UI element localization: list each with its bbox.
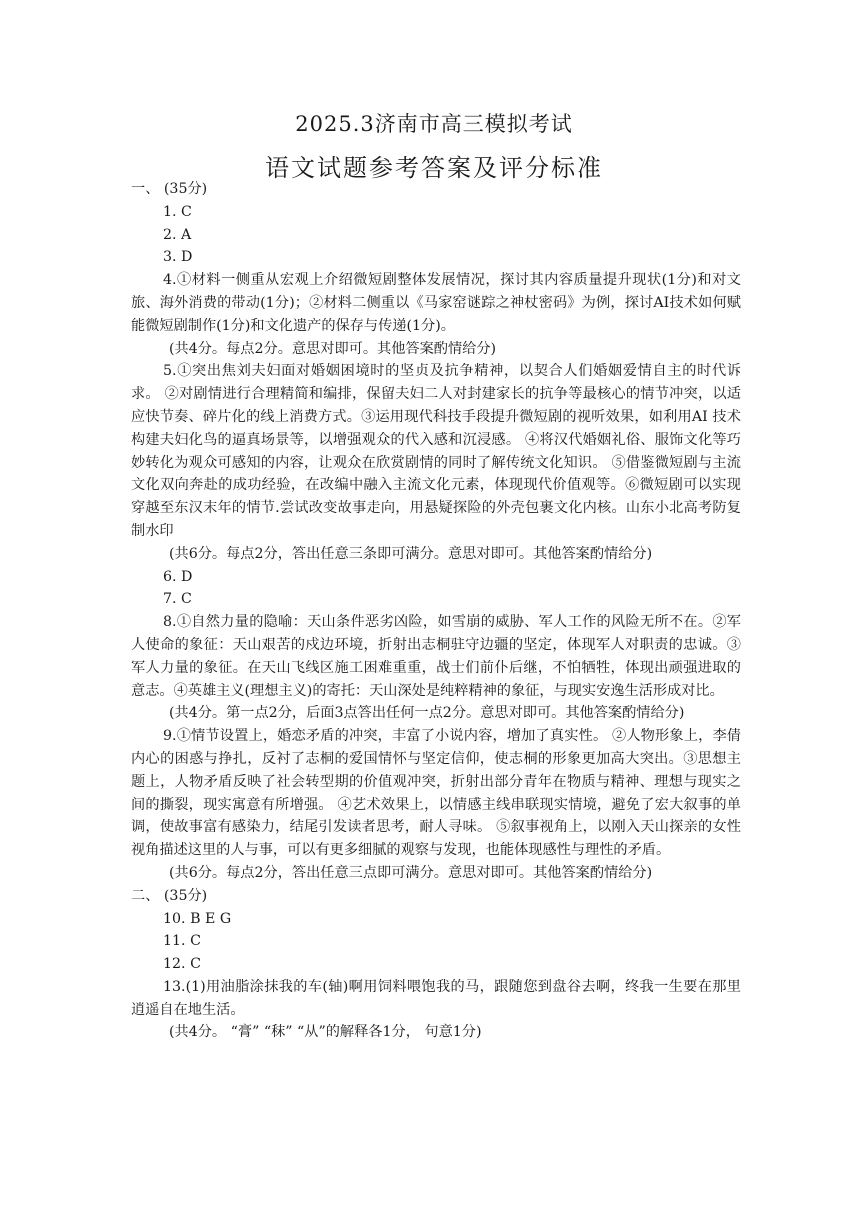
section-heading: 二、 (35分) <box>131 887 208 904</box>
answer-line: 12. C <box>163 956 201 973</box>
scoring-note: (共6分。每点2分，答出任意三点即可满分。意思对即可。其他答案酌情给分) <box>169 864 653 881</box>
section-heading: 一、 (35分) <box>131 181 208 197</box>
answer-paragraph: 5.①突出焦刘夫妇面对婚姻困境时的坚贞及抗争精神，以契合人们婚姻爱情自主的时代诉求。 ②对剧情进行合理精简和编排，保留夫妇二人对封建家长的抗争等最核心的情节冲突，以适应快节奏、碎片化的线上消费方式。③运用现代科技手段提升微短剧的视听效果，如利用AI 技术构建夫妇化鸟的逼真场景等，以增强观众的代入感和沉浸感。 ④将汉代婚姻礼俗、服饰文化等巧妙转化为观众可感知的内容，让观众在欣赏剧情的同时了解传统文化知识。 ⑤借鉴微短剧与主流文化双向奔赴的成功经验，在改编中融入主流文化元素，体现现代价值观等。⑥微短剧可以实现穿越至东汉末年的情节.尝试改变故事走向，用悬疑探险的外壳包裹文化内核。山东小北高考防复制水印 <box>131 363 741 539</box>
answer-paragraph: 4.①材料一侧重从宏观上介绍微短剧整体发展情况，探讨其内容质量提升现状(1分)和对文旅、海外消费的带动(1分)；②材料二侧重以《马家窑谜踪之神杖密码》为例，探讨AI技术如何赋能微短剧制作(1分)和文化遗产的保存与传递(1分)。 <box>131 272 741 334</box>
answer-body <box>131 178 741 1044</box>
answer-line: 11. C <box>163 933 201 950</box>
answer-line: 2. A <box>163 226 192 243</box>
answer-paragraph: 13.(1)用油脂涂抹我的车(轴)啊用饲料喂饱我的马，跟随您到盘谷去啊，终我一生要在那里逍遥自在地生活。 <box>131 978 741 1018</box>
answer-line: 3. D <box>163 249 193 266</box>
answer-line: 7. C <box>163 591 192 608</box>
answer-line: 10. B E G <box>163 910 232 927</box>
exam-title: 2025.3济南市高三模拟考试 <box>295 112 573 136</box>
answer-line: 1. C <box>163 203 192 220</box>
document-subtitle: 语文试题参考答案及评分标准 <box>265 154 603 182</box>
answer-paragraph: 9.①情节设置上，婚恋矛盾的冲突，丰富了小说内容，增加了真实性。 ②人物形象上，李倩内心的困惑与挣扎，反衬了志桐的爱国情怀与坚定信仰，使志桐的形象更加高大突出。③思想主题上，人物矛盾反映了社会转型期的价值观冲突，折射出部分青年在物质与精神、理想与现实之间的撕裂，现实寓意有所增强。 ④艺术效果上，以情感主线串联现实情境，避免了宏大叙事的单调，使故事富有感染力，结尾引发读者思考，耐人寻味。 ⑤叙事视角上，以刚入天山探亲的女性视角描述这里的人与事，可以有更多细腻的观察与发现，也能体现感性与理性的矛盾。 <box>131 728 741 859</box>
answer-paragraph: 8.①自然力量的隐喻：天山条件恶劣凶险，如雪崩的威胁、军人工作的风险无所不在。②军人使命的象征：天山艰苦的戍边环境，折射出志桐驻守边疆的坚定，体现军人对职责的忠诚。③军人力量的象征。在天山飞线区施工困难重重，战士们前仆后继，不怕牺牲，体现出顽强进取的意志。④英雄主义(理想主义)的寄托：天山深处是纯粹精神的象征，与现实安逸生活形成对比。 <box>131 614 741 699</box>
scoring-note: (共4分。每点2分。意思对即可。其他答案酌情给分) <box>169 340 497 357</box>
scoring-note: (共4分。 “膏” “秣” “从”的解释各1分， 句意1分) <box>169 1024 482 1041</box>
scoring-note: (共4分。第一点2分，后面3点答出任何一点2分。意思对即可。其他答案酌情给分) <box>169 705 685 722</box>
scoring-note: (共6分。每点2分，答出任意三条即可满分。意思对即可。其他答案酌情给分) <box>169 545 653 562</box>
answer-line: 6. D <box>163 568 193 585</box>
